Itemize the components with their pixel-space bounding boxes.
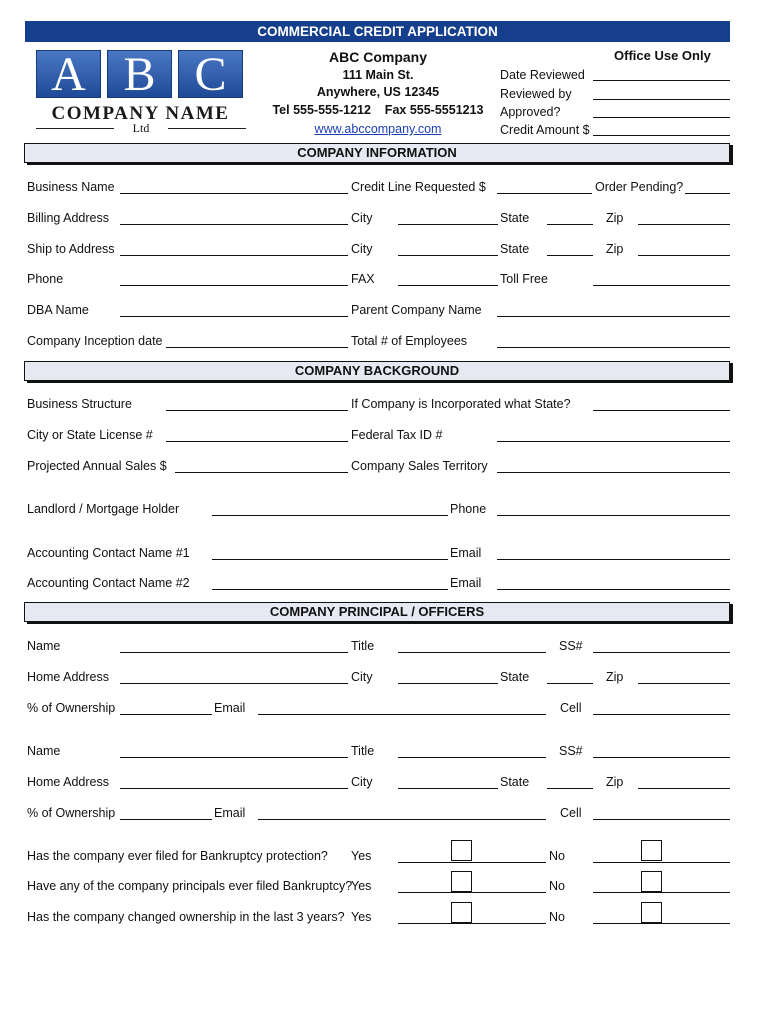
credit-line-label: Credit Line Requested $ [351, 180, 486, 194]
section-company-background: COMPANY BACKGROUND [24, 361, 730, 381]
inception-date-label: Company Inception date [27, 334, 163, 348]
annual-sales-field[interactable] [175, 472, 348, 473]
principal-2-state-field[interactable] [547, 788, 593, 789]
billing-city-field[interactable] [398, 224, 498, 225]
accounting-contact-2-field[interactable] [212, 589, 448, 590]
accounting-email-1-label: Email [450, 546, 482, 560]
license-field[interactable] [166, 441, 348, 442]
business-name-field[interactable] [120, 193, 348, 194]
phone-field[interactable] [120, 285, 348, 286]
principal-1-cell-label: Cell [560, 701, 582, 715]
principal-2-zip-label: Zip [606, 775, 624, 789]
logo-letter-b: B [107, 50, 172, 98]
billing-zip-label: Zip [606, 211, 624, 225]
question-3-yes-line [398, 923, 546, 924]
title-bar: COMMERCIAL CREDIT APPLICATION [25, 21, 730, 42]
principal-2-title-label: Title [351, 744, 375, 758]
question-2-yes-line [398, 892, 546, 893]
landlord-field[interactable] [212, 515, 448, 516]
section-principal-officers: COMPANY PRINCIPAL / OFFICERS [24, 602, 730, 622]
question-3-text: Has the company changed ownership in the last 3 years? [27, 910, 345, 924]
principal-2-ownership-label: % of Ownership [27, 806, 116, 820]
tax-id-field[interactable] [497, 441, 730, 442]
question-2-yes-checkbox[interactable] [451, 871, 472, 892]
question-2-no-checkbox[interactable] [641, 871, 662, 892]
principal-1-ownership-field[interactable] [120, 714, 212, 715]
principal-2-home-address-label: Home Address [27, 775, 109, 789]
principal-2-ss-label: SS# [559, 744, 583, 758]
approved-field[interactable] [593, 117, 730, 118]
principal-1-title-field[interactable] [398, 652, 546, 653]
company-street: 111 Main St. [342, 68, 414, 82]
principal-1-name-field[interactable] [120, 652, 348, 653]
date-reviewed-label: Date Reviewed [500, 68, 585, 82]
principal-2-email-label: Email [214, 806, 246, 820]
principal-2-zip-field[interactable] [638, 788, 730, 789]
office-use-heading: Office Use Only [614, 48, 711, 63]
company-logo [36, 48, 248, 136]
toll-free-field[interactable] [593, 285, 730, 286]
principal-2-title-field[interactable] [398, 757, 546, 758]
question-3-no-line [593, 923, 730, 924]
order-pending-field[interactable] [685, 193, 730, 194]
principal-2-home-address-field[interactable] [120, 788, 348, 789]
dba-name-label: DBA Name [27, 303, 89, 317]
reviewed-by-field[interactable] [593, 99, 730, 100]
principal-2-city-label: City [351, 775, 373, 789]
credit-amount-label: Credit Amount $ [500, 123, 590, 137]
logo-letter-a: A [36, 50, 101, 98]
question-3-no-label: No [549, 910, 565, 924]
question-1-yes-line [398, 862, 546, 863]
principal-2-cell-field[interactable] [593, 819, 730, 820]
question-1-no-line [593, 862, 730, 863]
fax-label: FAX [351, 272, 375, 286]
ship-address-field[interactable] [120, 255, 348, 256]
fax-field[interactable] [398, 285, 498, 286]
principal-1-city-label: City [351, 670, 373, 684]
principal-1-city-field[interactable] [398, 683, 498, 684]
question-1-text: Has the company ever filed for Bankruptcy protection? [27, 849, 328, 863]
toll-free-label: Toll Free [500, 272, 548, 286]
principal-1-zip-label: Zip [606, 670, 624, 684]
question-1-no-label: No [549, 849, 565, 863]
question-2-text: Have any of the company principals ever filed Bankruptcy? [27, 879, 353, 893]
company-name: ABC Company [328, 49, 427, 65]
landlord-phone-field[interactable] [497, 515, 730, 516]
ship-state-field[interactable] [547, 255, 593, 256]
logo-company-name: COMPANY NAME [51, 103, 230, 124]
sales-territory-label: Company Sales Territory [351, 459, 488, 473]
accounting-email-1-field[interactable] [497, 559, 730, 560]
question-1-no-checkbox[interactable] [641, 840, 662, 861]
principal-2-email-field[interactable] [258, 819, 546, 820]
principal-1-state-field[interactable] [547, 683, 593, 684]
inception-date-field[interactable] [166, 347, 348, 348]
ship-address-label: Ship to Address [27, 242, 115, 256]
logo-rule-left [36, 128, 114, 129]
accounting-contact-1-label: Accounting Contact Name #1 [27, 546, 190, 560]
company-website-link[interactable]: www.abccompany.com [314, 122, 442, 136]
incorporated-state-field[interactable] [593, 410, 730, 411]
reviewed-by-label: Reviewed by [500, 87, 572, 101]
principal-1-email-label: Email [214, 701, 246, 715]
billing-state-field[interactable] [547, 224, 593, 225]
company-city: Anywhere, US 12345 [316, 85, 440, 99]
principal-2-ownership-field[interactable] [120, 819, 212, 820]
order-pending-label: Order Pending? [595, 180, 684, 194]
billing-address-label: Billing Address [27, 211, 109, 225]
ship-state-label: State [500, 242, 530, 256]
billing-city-label: City [351, 211, 373, 225]
principal-1-name-label: Name [27, 639, 61, 653]
billing-zip-field[interactable] [638, 224, 730, 225]
question-3-no-checkbox[interactable] [641, 902, 662, 923]
logo-rule-right [168, 128, 246, 129]
billing-address-field[interactable] [120, 224, 348, 225]
ship-city-field[interactable] [398, 255, 498, 256]
principal-1-home-address-field[interactable] [120, 683, 348, 684]
logo-letter-c: C [178, 50, 243, 98]
date-reviewed-field[interactable] [593, 80, 730, 81]
accounting-email-2-field[interactable] [497, 589, 730, 590]
question-2-no-label: No [549, 879, 565, 893]
principal-1-home-address-label: Home Address [27, 670, 109, 684]
principal-2-state-label: State [500, 775, 530, 789]
principal-1-ss-field[interactable] [593, 652, 730, 653]
principal-1-ownership-label: % of Ownership [27, 701, 116, 715]
accounting-contact-2-label: Accounting Contact Name #2 [27, 576, 190, 590]
landlord-phone-label: Phone [450, 502, 487, 516]
phone-label: Phone [27, 272, 64, 286]
principal-2-city-field[interactable] [398, 788, 498, 789]
license-label: City or State License # [27, 428, 153, 442]
principal-2-cell-label: Cell [560, 806, 582, 820]
principal-2-ss-field[interactable] [593, 757, 730, 758]
business-structure-field[interactable] [166, 410, 348, 411]
principal-1-ss-label: SS# [559, 639, 583, 653]
principal-1-zip-field[interactable] [638, 683, 730, 684]
credit-amount-field[interactable] [593, 135, 730, 136]
sales-territory-field[interactable] [497, 472, 730, 473]
accounting-contact-1-field[interactable] [212, 559, 448, 560]
question-1-yes-label: Yes [351, 849, 372, 863]
company-phones: Tel 555-555-1212 Fax 555-5551213 [272, 103, 484, 117]
principal-1-state-label: State [500, 670, 530, 684]
ship-zip-field[interactable] [638, 255, 730, 256]
ship-zip-label: Zip [606, 242, 624, 256]
annual-sales-label: Projected Annual Sales $ [27, 459, 167, 473]
question-3-yes-checkbox[interactable] [451, 902, 472, 923]
principal-2-name-label: Name [27, 744, 61, 758]
parent-company-field[interactable] [497, 316, 730, 317]
question-1-yes-checkbox[interactable] [451, 840, 472, 861]
ship-city-label: City [351, 242, 373, 256]
principal-1-title-label: Title [351, 639, 375, 653]
incorporated-state-label: If Company is Incorporated what State? [351, 397, 571, 411]
principal-1-cell-field[interactable] [593, 714, 730, 715]
approved-label: Approved? [500, 105, 561, 119]
business-structure-label: Business Structure [27, 397, 132, 411]
section-company-information: COMPANY INFORMATION [24, 143, 730, 163]
question-3-yes-label: Yes [351, 910, 372, 924]
employees-label: Total # of Employees [351, 334, 468, 348]
parent-company-label: Parent Company Name [351, 303, 482, 317]
billing-state-label: State [500, 211, 530, 225]
landlord-label: Landlord / Mortgage Holder [27, 502, 180, 516]
dba-name-field[interactable] [120, 316, 348, 317]
accounting-email-2-label: Email [450, 576, 482, 590]
question-2-no-line [593, 892, 730, 893]
principal-1-email-field[interactable] [258, 714, 546, 715]
principal-2-name-field[interactable] [120, 757, 348, 758]
question-2-yes-label: Yes [351, 879, 372, 893]
tax-id-label: Federal Tax ID # [351, 428, 443, 442]
credit-line-field[interactable] [497, 193, 592, 194]
employees-field[interactable] [497, 347, 730, 348]
logo-suffix: Ltd [132, 121, 150, 135]
business-name-label: Business Name [27, 180, 115, 194]
